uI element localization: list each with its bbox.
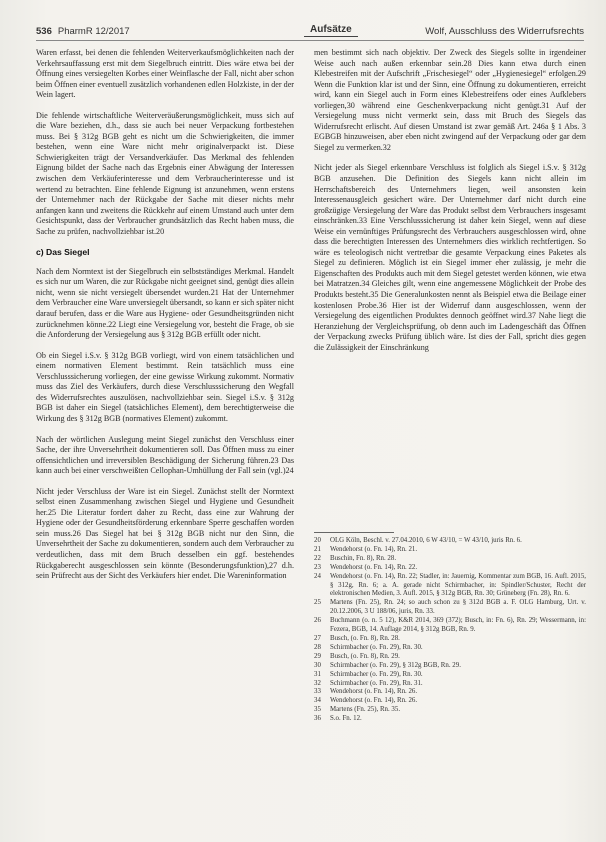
footnote-text: Busch, (o. Fn. 8), Rn. 28.	[330, 634, 400, 642]
paragraph: Ob ein Siegel i.S.v. § 312g BGB vorliegt, wird von einem tatsächlichen und einem normativen Element bestimmt. Rein tatsächlich muss eine Verschlusssicherung vorliegen, der eine gewisse Wirkung zukommt. Normativ muss das Ziel des Verkäufers, durch diese Verschlusssicherung den Wegfall des Widerrufsrechtes auszulösen, nachvollziehbar sein. Siegel i.S.v. § 312g BGB ist daher ein Siegel (tatsächliches Element), dem berechtigterweise die Wirkung des § 312g BGB (normatives Element) zukommt.	[36, 350, 294, 423]
footnote-text: Martens (Fn. 25), Rn. 35.	[330, 706, 401, 714]
footnote	[314, 573, 586, 600]
running-title: Wolf, Ausschluss des Widerrufsrechts	[425, 26, 584, 37]
right-column	[314, 48, 586, 363]
footnote-number: 33	[314, 688, 321, 696]
section-heading: c) Das Siegel	[36, 247, 90, 258]
footnote-number: 30	[314, 661, 321, 669]
footnote	[314, 671, 586, 680]
footnote-number: 32	[314, 679, 321, 687]
footnote	[314, 653, 586, 662]
footnote-text: Buschin, Fn. 8), Rn. 28.	[330, 554, 397, 562]
footnote-text: Buchmann (o. n. 5 12), K&R 2014, 369 (372); Busch, in: Fn. 6), Rn. 29; Wessermann, in: Fezera, BGB, 14. Auflage 2014, § 312g BGB, Rn. 9.	[330, 617, 586, 634]
footnote-text: S.o. Fn. 12.	[330, 715, 362, 723]
footnote-text: Wendehorst (o. Fn. 14), Rn. 26.	[330, 697, 418, 705]
footnote	[314, 644, 586, 653]
footnote-number: 27	[314, 634, 321, 642]
footnote-text: Wendehorst (o. Fn. 14), Rn. 21.	[330, 545, 418, 553]
footnote-number: 21	[314, 545, 321, 553]
footnote-text: Schirmbacher (o. Fn. 29), Rn. 31.	[330, 679, 423, 687]
footnote-number: 29	[314, 652, 321, 660]
footnote-number: 34	[314, 697, 321, 705]
footnote-text: Wendehorst (o. Fn. 14), Rn. 22.	[330, 563, 418, 571]
footnote-text: Schirmbacher (o. Fn. 29), § 312g BGB, Rn. 29.	[330, 661, 461, 669]
footnote	[314, 635, 586, 644]
footnote	[314, 564, 586, 573]
paragraph: Nach dem Normtext ist der Siegelbruch ein selbstständiges Merkmal. Handelt es sich nur um Waren, die zur Rückgabe nicht geeignet sind, genügt dies allein nicht, wenn sie nicht versiegelt übersendet wurden.21 Hat der Unternehmer dem Verbraucher eine Ware unversiegelt übersandt, so kann er sich später nicht darauf berufen, dass er die Ware aus Hygiene- oder Gesundheitsgründen nicht zurücknehmen könne.22 Liegt eine Versiegelung vor, besteht die Frage, ob sie die Anforderung der Versiegelung aus § 312g BGB erfüllt oder nicht.	[36, 266, 294, 340]
paragraph: Nach der wörtlichen Auslegung meint Siegel zunächst den Verschluss einer Sache, der ihre Unversehrtheit dokumentieren soll. Das Öffnen muss zu einer offensichtlichen und irreversiblen Beschädigung der Sicherung führen.23 Das kann auch bei einer verschweißten Cellophan-Umhüllung der Fall sein (vgl.)24	[36, 434, 294, 476]
footnote-number: 22	[314, 554, 321, 562]
footnote-rule	[314, 532, 394, 533]
footnote-number: 25	[314, 599, 321, 607]
footnote-text: Wendehorst (o. Fn. 14), Rn. 22; Stadler, in: Jauernig, Kommentar zum BGB, 16. Aufl. 2015, § 312g, Rn. 6; a. A. gerade nicht Schirmbacher, in: Spindler/Schuster, Recht der elektronischen Medien, 3. Aufl. 2015, § 312g BGB, Rn. 30; Grüneberg (Fn. 28), Rn. 6.	[330, 572, 586, 598]
footnote-number: 20	[314, 537, 321, 544]
footnote	[314, 555, 586, 564]
paragraph: Waren erfasst, bei denen die fehlenden Weiterverkaufsmöglichkeiten nach der Verkehrsauffassung erst mit dem Siegelbruch eintritt. Dies wäre etwa bei der Öffnung eines versiegelten Korbes einer Weinflasche der Fall, nicht aber schon beim Öffnen einer eventuell zusätzlich vorhandenen edlen Holzkiste, in der der Wein lagert.	[36, 48, 294, 100]
footnote-text: OLG Köln, Beschl. v. 27.04.2010, 6 W 43/10, = W 43/10, juris Rn. 6.	[330, 537, 522, 544]
footnote	[314, 680, 586, 689]
header-left	[36, 26, 130, 37]
footnote-number: 35	[314, 706, 321, 714]
footnote	[314, 546, 586, 555]
header-rule	[36, 40, 584, 41]
footnotes	[314, 537, 586, 724]
journal-name: PharmR 12/2017	[57, 26, 130, 37]
footnote	[314, 662, 586, 671]
footnote-number: 28	[314, 643, 321, 651]
footnote	[314, 537, 586, 546]
footnote	[314, 688, 586, 697]
footnote	[314, 697, 586, 706]
footnote	[314, 617, 586, 635]
page-header	[36, 24, 584, 40]
footnote-text: Wendehorst (o. Fn. 14), Rn. 26.	[330, 688, 418, 696]
footnote	[314, 599, 586, 617]
page-number: 536	[36, 26, 52, 37]
footnote-text: Schirmbacher (o. Fn. 29), Rn. 30.	[330, 670, 423, 678]
footnote-text: Busch, (o. Fn. 8), Rn. 29.	[330, 652, 400, 660]
left-column	[36, 48, 294, 592]
footnote-number: 36	[314, 715, 321, 723]
paragraph: Nicht jeder als Siegel erkennbare Verschluss ist folglich als Siegel i.S.v. § 312g BGB anzusehen. Die Definition des Siegels kann nicht allein im Herrschaftsbereich des Unternehmers liegen, weil ansonsten kein Interessenausgleich gesichert wäre. Der Unternehmer darf nicht durch eine großzügige Versiegelung der Ware das Produkt selbst dem Verbrauchers insgesamt einschränken.33 Eine Verschlusssicherung ist daher kein Siegel, wenn auf diese Weise ein vernünftiges Prüfungsrecht des Verbrauchers ausgeschlossen wird, ohne dass die berechtigten Interessen des Unternehmers dies wirklich rechtfertigen. So wäre es teleologisch nicht vertretbar die gesamte Verpackung eines Paketes als Siegel zu definieren. Möglich ist ein Siegel immer eher zulässig, je mehr die Eigenschaften des Produkts auch mit dem Siegel getestet werden können, wie etwa bei Matratzen.34 Gleiches gilt, wenn eine angemessene Möglichkeit der Probe des Produkts besteht.35 Die Generalunkosten nennt als Beispiel etwa die Beilage einer kostenlosen Probe.36 Hier ist der Widerruf dann ausgeschlossen, wenn der Versiegelung des eigentlichen Produktes dennoch geöffnet wird.37 Nahe liegt die Heranziehung der Vergleichsprüfung, ob denn auch im Ladengeschäft das Öffnen der Verpackung zwecks Prüfung üblich wäre. Ist dies der Fall, spricht dies gegen die Zulässigkeit der Einschränkung	[314, 163, 586, 352]
footnote-number: 24	[314, 572, 321, 580]
paragraph: men bestimmt sich nach objektiv. Der Zweck des Siegels sollte in irgendeiner Weise auch nach außen erkennbar sein.28 Dies kann etwa durch einen Klebestreifen mit der Aufschrift „Frischesiegel“ oder „Hygienesiegel“ erfolgen.29 Wenn die Funktion klar ist und der Sinn, eine Öffnung zu dokumentieren, erreicht wird, kann ein Siegel auch in Form eines Klebestreifens oder eines Aufklebers vorliegen,30 während eine Geschenkverpackung nicht genügt.31 Auf der Versiegelung muss nicht vermerkt sein, dass mit Bruch des Siegels das Widerrufsrecht erlischt. Auf diesen Umstand ist zwar gemäß Art. 246a § 1 Abs. 3 EGBGB hinzuweisen, aber eben nicht zwingend auf der Verpackung oder gar dem Siegel zu vermerken.32	[314, 48, 586, 152]
footnote-number: 31	[314, 670, 321, 678]
footnote-text: Martens (Fn. 25), Rn. 24; so auch schon zu § 312d BGB a. F. OLG Hamburg, Urt. v. 20.12.2006, 3 U 188/06, juris, Rn. 33.	[330, 599, 586, 616]
paragraph: Die fehlende wirtschaftliche Weiterveräußerungsmöglichkeit, muss sich auf die Ware beziehen, d.h., dass sie auch bei neuer Verpackung fortbestehen muss. Bei § 312g BGB geht es nicht um die Schwierigkeiten, die immer bestehen, wenn eine Ware nicht mehr originalverpackt ist. Diese Schwierigkeiten trägt der Versandverkäufer. Das Merkmal des fehlenden Eignung bildet der Sache nach das Ergebnis einer Abwägung der Interessen zwischen dem Verkäuferinteresse und dem Verbraucherinteresse und ist wertend zu betrachten. Eine fehlende Eignung ist anzunehmen, wenn erstens der Unternehmer nach der Rückgabe der Sache mit dieser nichts mehr anfangen kann und zweitens die Rückkehr auf einem Umstand auch unter dem Gesichtspunkt, dass der Verbraucher grundsätzlich das Recht haben muss, die Sache zu prüfen, nachvollziehbar ist.20	[36, 110, 294, 236]
footnote-number: 26	[314, 617, 321, 625]
section-label: Aufsätze	[304, 24, 358, 37]
footnote	[314, 715, 586, 724]
footnote-number: 23	[314, 563, 321, 571]
footnote-text: Schirmbacher (o. Fn. 29), Rn. 30.	[330, 643, 423, 651]
paragraph: Nicht jeder Verschluss der Ware ist ein Siegel. Zunächst stellt der Normtext selbst einen Zusammenhang zwischen Siegel und Hygiene und Gesundheit her.25 Die Literatur fordert daher zu Recht, dass eine zur Wahrung der Hygiene oder der Gesundheitsförderung erkennbare Sperre geschaffen worden sein muss.26 Das Siegel hat bei § 312g BGB nicht nur den Sinn, die Unversehrtheit der Sache zu dokumentieren, sondern auch dem Verbraucher zu verdeutlichen, dass mit dem Bruch desselben ein ggf. bestehendes Rückgaberecht ausgeschlossen sein könnte (Besonderungsfunktion),27 d.h. sein Prüfrecht aus der Sicht des Verkäufers hier endet. Die Wareninformation	[36, 486, 294, 581]
footnote	[314, 706, 586, 715]
